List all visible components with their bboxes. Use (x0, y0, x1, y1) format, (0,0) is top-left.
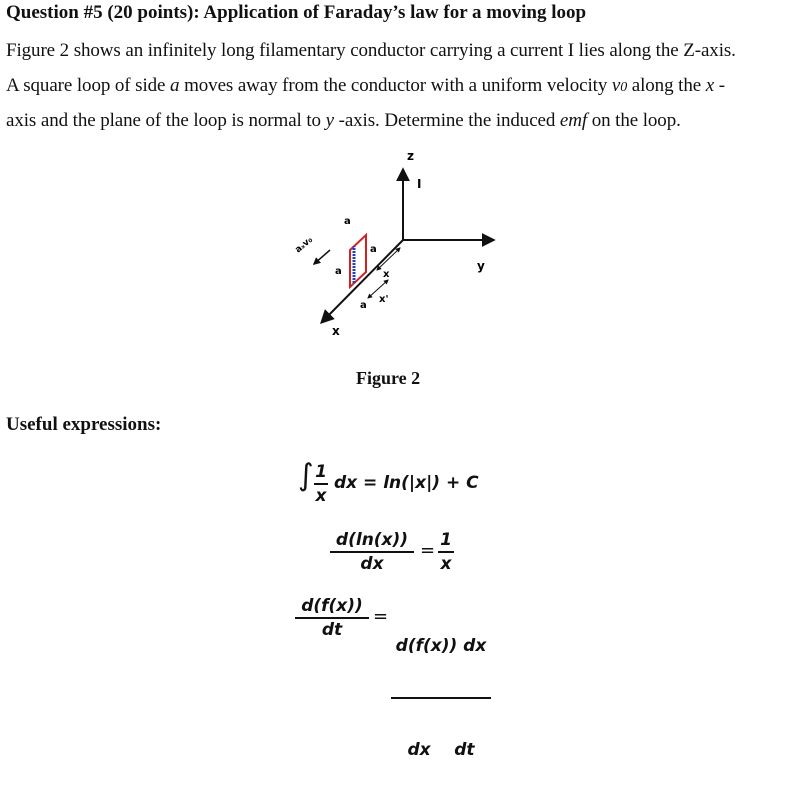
variable-y: y (325, 110, 334, 131)
integral-sign: ∫ (298, 458, 314, 493)
fraction-bar (391, 697, 491, 699)
text-segment: A square loop of side (6, 75, 171, 96)
label-velocity: aₓv₀ (293, 235, 315, 256)
label-x-dimension: x (383, 269, 390, 280)
label-current-I: I (417, 177, 422, 191)
label-a-left: a (335, 266, 342, 277)
label-a-right: a (370, 244, 377, 255)
fraction-bar (438, 551, 454, 553)
variable-v: v (611, 75, 621, 96)
fraction-dlnx-dx (330, 530, 414, 574)
fraction-bar (330, 551, 414, 553)
equals-sign: = (420, 540, 436, 561)
question-title: Question #5 (20 points): Application of Faraday’s law for a moving loop (6, 2, 587, 23)
fraction-numerator: d(f(x)) dx (395, 636, 487, 656)
text-segment: axis and the plane of the loop is normal to (6, 110, 326, 131)
integral-result: dx = ln(|x|) + C (334, 473, 479, 493)
fraction-numerator: 1 (440, 530, 452, 550)
fraction-numerator: d(ln(x)) (335, 530, 409, 550)
fraction-one-over-x (314, 462, 328, 506)
figure-2-diagram (280, 140, 510, 350)
variable-v-subscript: 0 (620, 80, 628, 95)
useful-expressions-heading: Useful expressions: (6, 414, 162, 435)
fraction-one-over-x (438, 530, 454, 574)
text-segment: on the loop. (587, 110, 681, 131)
label-a-top: a (344, 216, 351, 227)
equals-sign: = (373, 606, 389, 627)
variable-emf: emf (559, 110, 588, 131)
variable-x: x (705, 75, 715, 96)
text-segment: moves away from the conductor with a uniform velocity (179, 75, 612, 96)
velocity-arrow (314, 250, 330, 264)
fraction-numerator: d(f(x)) (301, 596, 363, 616)
fraction-numerator: 1 (315, 462, 327, 482)
label-x-prime: x' (379, 294, 389, 305)
dimension-x-arrow (377, 248, 400, 270)
label-y: y (477, 259, 485, 273)
fraction-denominator: dx dt (407, 740, 475, 760)
text-segment: - (714, 75, 725, 96)
fraction-denominator: x (315, 486, 327, 506)
fraction-denominator: dt (321, 620, 343, 640)
paragraph-line-2 (6, 75, 725, 97)
fraction-bar (314, 483, 328, 485)
fraction-bar (295, 617, 369, 619)
paragraph-line-1: Figure 2 shows an infinitely long filamentary conductor carrying a current I lies along the Z-axis. (6, 40, 736, 61)
label-a-bottom: a (360, 300, 367, 311)
label-x: x (332, 324, 340, 338)
equation-chain-rule (295, 596, 495, 760)
text-segment: -axis. Determine the induced (333, 110, 560, 131)
equation-integral (298, 458, 528, 512)
figure-caption: Figure 2 (356, 368, 421, 388)
variable-a: a (170, 75, 180, 96)
fraction-denominator: x (440, 554, 452, 574)
paragraph-line-3 (6, 110, 681, 132)
fraction-chain-product (391, 596, 491, 800)
fraction-dfx-dt (295, 596, 369, 640)
label-z: z (407, 149, 414, 163)
equation-derivative-ln (330, 530, 470, 580)
text-segment: along the (627, 75, 706, 96)
fraction-denominator: dx (360, 554, 384, 574)
